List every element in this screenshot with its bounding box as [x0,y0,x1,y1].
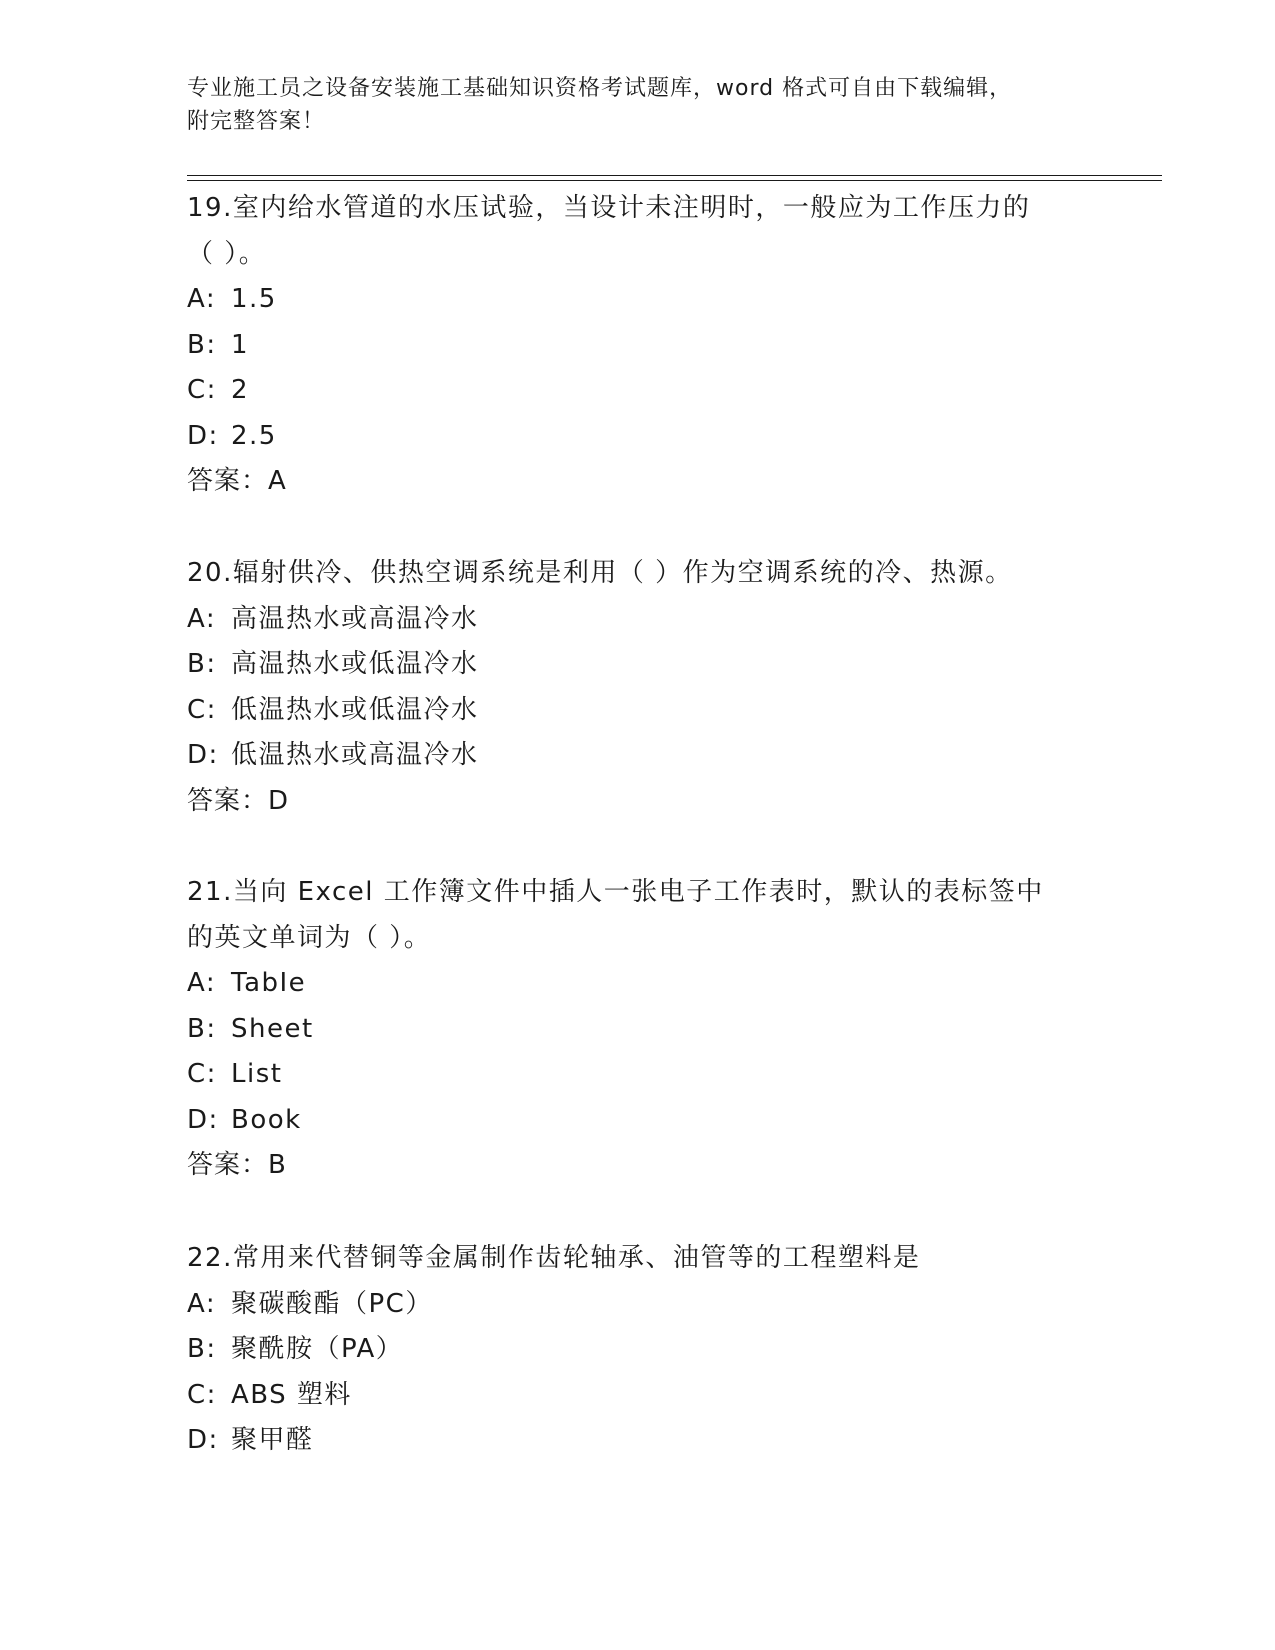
option-c [187,688,1087,734]
option-a [187,1282,1087,1328]
question-20 [187,551,1087,824]
answer-line: 答案：D [187,785,290,816]
option-label: C: [187,1379,217,1410]
option-c [187,1052,1087,1098]
option-d [187,1098,1087,1144]
option-label: C: [187,375,217,405]
question-19 [187,186,1087,505]
option-text: 聚酰胺（PA） [231,1334,404,1364]
option-a [187,277,1087,323]
option-text: 2.5 [231,420,277,451]
option-label: D: [187,1425,219,1455]
option-label: B: [187,649,217,679]
option-label: A: [187,968,217,998]
option-c [187,1373,1087,1419]
option-label: A: [187,603,217,634]
option-d [187,733,1087,779]
option-label: A: [187,284,217,314]
option-text: List [231,1059,283,1089]
option-d [187,1418,1087,1464]
option-label: D: [187,740,219,770]
option-text: TabIe [231,968,307,998]
option-text: Sheet [231,1013,314,1044]
option-text: 1.5 [231,284,277,314]
option-text: ABS 塑料 [231,1379,352,1410]
question-21 [187,870,1087,1189]
option-c [187,368,1087,414]
question-stem-line: 21.当向 Excel 工作簿文件中插人一张电子工作表时，默认的表标签中 [187,877,1044,907]
option-text: 聚碳酸酯（PC） [231,1288,433,1319]
question-stem-line: 的英文单词为（ ）。 [187,922,432,953]
question-stem-line: 19.室内给水管道的水压试验，当设计未注明时，一般应为工作压力的 [187,193,1031,223]
question-stem-line: 20.辐射供冷、供热空调系统是利用（ ）作为空调系统的冷、热源。 [187,558,1013,588]
option-label: D: [187,420,219,451]
header-line-1: 专业施工员之设备安装施工基础知识资格考试题库，word 格式可自由下载编辑， [187,76,1013,101]
answer-line: 答案：B [187,1150,287,1180]
option-label: B: [187,1334,217,1364]
option-text: 2 [231,375,250,405]
option-d [187,414,1087,460]
option-label: B: [187,329,217,360]
option-label: D: [187,1104,219,1135]
option-text: 聚甲醛 [231,1425,314,1455]
option-text: 1 [231,329,250,360]
option-label: A: [187,1288,217,1319]
option-b [187,642,1087,688]
header-divider-top [187,175,1162,176]
question-stem-line: 22.常用来代替铜等金属制作齿轮轴承、油管等的工程塑料是 [187,1243,921,1273]
header-line-2: 附完整答案！ [187,109,326,134]
option-label: C: [187,1059,217,1089]
option-b [187,1327,1087,1373]
document-header [187,72,1087,138]
option-a [187,961,1087,1007]
question-stem-line: （ ）。 [187,238,267,269]
question-22 [187,1236,1087,1464]
option-text: 低温热水或低温冷水 [231,694,479,725]
option-text: Book [231,1104,302,1135]
option-label: B: [187,1013,217,1044]
option-text: 低温热水或高温冷水 [231,740,479,770]
option-b [187,1007,1087,1053]
option-label: C: [187,694,217,725]
answer-line: 答案：A [187,466,287,496]
header-divider-bottom [187,180,1162,181]
option-text: 高温热水或高温冷水 [231,603,479,634]
option-text: 高温热水或低温冷水 [231,649,479,679]
option-b [187,323,1087,369]
option-a [187,597,1087,643]
